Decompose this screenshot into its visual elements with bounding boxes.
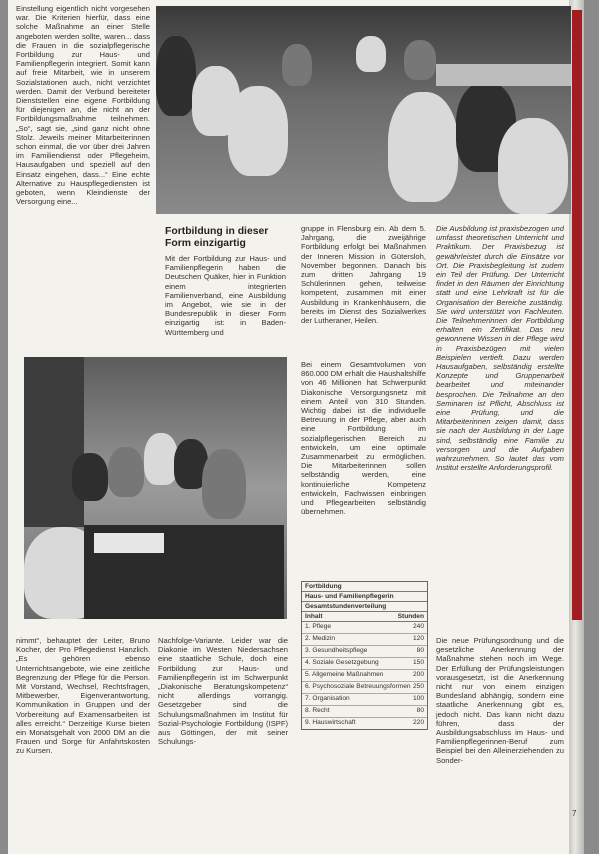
table-subtitle: Haus- und Familienpflegerin — [302, 592, 427, 602]
table-row — [302, 670, 427, 682]
column-two-bottom-text: Nachfolge-Variante. Leider war die Diakonie im Westen Niedersachsen eine staatliche Schule, doch eine Fortbildung zur Haus- und Familienpflegerin ist im Schwerpunkt „Diakonische Beratungskompetenz“ nicht allerdings vorrangig. Gesetzgeber sind die Schulungsmaßnahmen im Institut für Sozial-Psychologie Fortbildung (ISPF) aus Göttingen, der mit seiner Schulungs- — [158, 636, 288, 747]
column-four-bottom-text: Die neue Prüfungsordnung und die gesetzliche Anerkennung der Maßnahme stehen noch im Wege. Der Erfüllung der Prüfungsleistungen vorausgesetzt, ist die Anerkennung nicht nur von einem einzigen Bundesland abhängig, sondern eine staatliche Anerkennung gibt es, jedoch nicht. Das kann nicht dazu führen, dass der Ausbildungsabschluss im Haus- und Familienpflegerinnen-Beruf zum Beispiel bei den Alleinerziehenden zu Sonder- — [436, 636, 564, 765]
row-value: 150 — [412, 659, 424, 666]
row-label: 2. Medizin — [305, 635, 336, 642]
row-label: 3. Gesundheitspflege — [305, 647, 368, 654]
row-value: 80 — [416, 707, 424, 714]
column-left-top-text: Einstellung eigentlich nicht vorgesehen war. Die Kriterien hierfür, dass eine solche Maßnahme an einer Stelle angeboten werden sollte, waren... dass die Frauen in die sozialpflegerische Fortbildung zur Haus- und Familienpflegerin integriert. Somit kann auf freie Mitarbeit, wie in unserem Sozialstationen auch, nicht verzichtet werden. Damit der Verbund bereiteter Dienststellen eine eigene Fortbildung für diejenigen an, die nicht an der Fortbildungsmaßnahme teilnehmen. „So“, sagt sie, „sind ganz nicht ohne Stolz. Jeweils meiner Mitarbeiterinnen schon einmal, die vor über drei Jahren im Familiendienst oder Pflegeheim, Hausaufgaben und speziell auf den Einsatz eingehen, dass...“ Eine echte Alternative zu Hauspflegediensten ist geboten, wenn Kleindienste der Versorgung eine... — [16, 4, 150, 207]
column-two-bottom — [158, 636, 288, 756]
table-subtitle-2: Gesamtstundenverteilung — [302, 602, 427, 612]
section-heading: Fortbildung in dieser Form einzigartig — [165, 226, 269, 249]
row-label: 5. Allgemeine Maßnahmen — [305, 671, 384, 678]
table-header-left: Inhalt — [305, 613, 323, 620]
row-label: 4. Soziale Gesetzgebung — [305, 659, 379, 666]
table-row — [302, 646, 427, 658]
row-value: 200 — [412, 671, 424, 678]
table-row — [302, 706, 427, 718]
row-value: 240 — [412, 623, 424, 630]
table-row — [302, 658, 427, 670]
row-label: 9. Hauswirtschaft — [305, 719, 356, 726]
column-left-top — [16, 4, 150, 348]
table-row — [302, 718, 427, 729]
row-value: 250 — [412, 683, 424, 690]
column-three-mid-text: Bei einem Gesamtvolumen von 860.000 DM erhält die Haushaltshilfe von 46 Millionen hat Schwerpunkt Diakonische Versorgungsnetz mit einem Anteil von 310 Stunden. Wichtig dabei ist die individuelle Betreuung in der Pflege, aber auch eine Fortbildung im sozialpflegerischen Bereich zu entwickeln, um eine optimale Zusammenarbeit zu ermöglichen. Die Mitarbeiterinnen sollen selbständig werden, eine kontinuierliche Kompetenz entwickeln, Fachwissen einbringen und Pflegearbeiten selbständig übernehmen. — [301, 360, 426, 517]
column-four-text: Die Ausbildung ist praxisbezogen und umfasst theoretischen Unterricht und Praktikum. Der Praxisbezug ist gewährleistet durch die Einsätze vor Ort. Die Praxisbegleitung ist zudem ein Teil der Prüfung. Der Unterricht findet in den Räumen der Einrichtung statt und eine Lehrkraft ist für die Organisation der Bereiche zuständig. Sie wird unterstützt von Fachleuten. Die Teilnehmerinnen der Fortbildung erhalten ein Zertifikat. Das neu gewonnene Wissen in der Pflege wird in Praxisbezügen mit vielen Beispielen vertieft. Dazu werden Hausaufgaben, selbständig erstellte Konzepte und Gruppenarbeit bearbeitet und miteinander besprochen. Die Teilnahme an den Seminaren ist Pflicht, Abschluss ist eine Prüfung, und die Mitarbeiterinnen zeigen damit, dass sie nach der Ausbildung in der Lage sind, selbständig eine Familie zu versorgen und die Aufgaben wahrzunehmen. So lautet das vom Institut erstellte Anforderungsprofil. — [436, 224, 564, 473]
column-left-bottom-text: nimmt“, behauptet der Leiter, Bruno Kocher, der Pro Pflegedienst Hanzlich. „Es gehören ebenso Unterrichtsangebote, wie eine zeitliche Begrenzung der Pflege für die Person. Mit Vorstand, Wechsel, Rechtsfragen, Mitbewerber, Eigenverantwortung, Kommunikation in Gruppen und der Vorbereitung auf Examensarbeiten ist alles erreicht.“ Derzeitige Kurse bieten ein Monatsgehalt von 2000 DM an die Frauen und Sorge für Anfahrtskosten zu Kursen. — [16, 636, 150, 756]
row-label: 8. Recht — [305, 707, 330, 714]
column-three-top — [301, 224, 426, 352]
table-row — [302, 634, 427, 646]
row-label: 7. Organisation — [305, 695, 350, 702]
row-value: 100 — [412, 695, 424, 702]
photo-classroom-top — [156, 6, 571, 214]
row-label: 6. Psychosoziale Betreuungsformen — [305, 683, 411, 690]
column-three-top-text: gruppe in Flensburg ein. Ab dem 5. Jahrgang, die zweijährige Fortbildung erfolgt bei Maßnahmen der Inneren Mission in Gütersloh, November begonnen. Danach bis zum dritten Jahrgang 19 Schülerinnen gehen, teilweise kompetent, zusammen mit einer Ausbildung in Krankenhäusern, die bereits im Dienst des Sozialwerkes der Lutheraner, Heilen. — [301, 224, 426, 326]
photo-meeting-table — [24, 357, 287, 619]
row-label: 1. Pflege — [305, 623, 332, 630]
table-header-right: Stunden — [397, 613, 424, 620]
column-two-intro-text: Mit der Fortbildung zur Haus- und Familienpflegerin haben die Deutschen Quäker, hier in Funktion einem integrierten Familienverband, eine Ausbildung im Angebot, wie sie in der Bundesrepublik in dieser Form einzigartig ist: in Baden-Württemberg und — [165, 254, 286, 337]
column-two-intro — [165, 254, 286, 350]
table-row — [302, 682, 427, 694]
red-page-marker — [572, 10, 582, 620]
table-row — [302, 622, 427, 634]
hours-table — [301, 581, 428, 730]
row-value: 220 — [412, 719, 424, 726]
table-row — [302, 694, 427, 706]
table-header — [302, 612, 427, 622]
row-value: 120 — [412, 635, 424, 642]
column-four-bottom — [436, 636, 564, 784]
column-four — [436, 224, 564, 630]
row-value: 80 — [416, 647, 424, 654]
page-number: 7 — [572, 809, 577, 818]
magazine-page — [8, 0, 584, 854]
column-left-bottom — [16, 636, 150, 756]
table-title: Fortbildung — [302, 582, 427, 592]
column-three-mid — [301, 360, 426, 572]
